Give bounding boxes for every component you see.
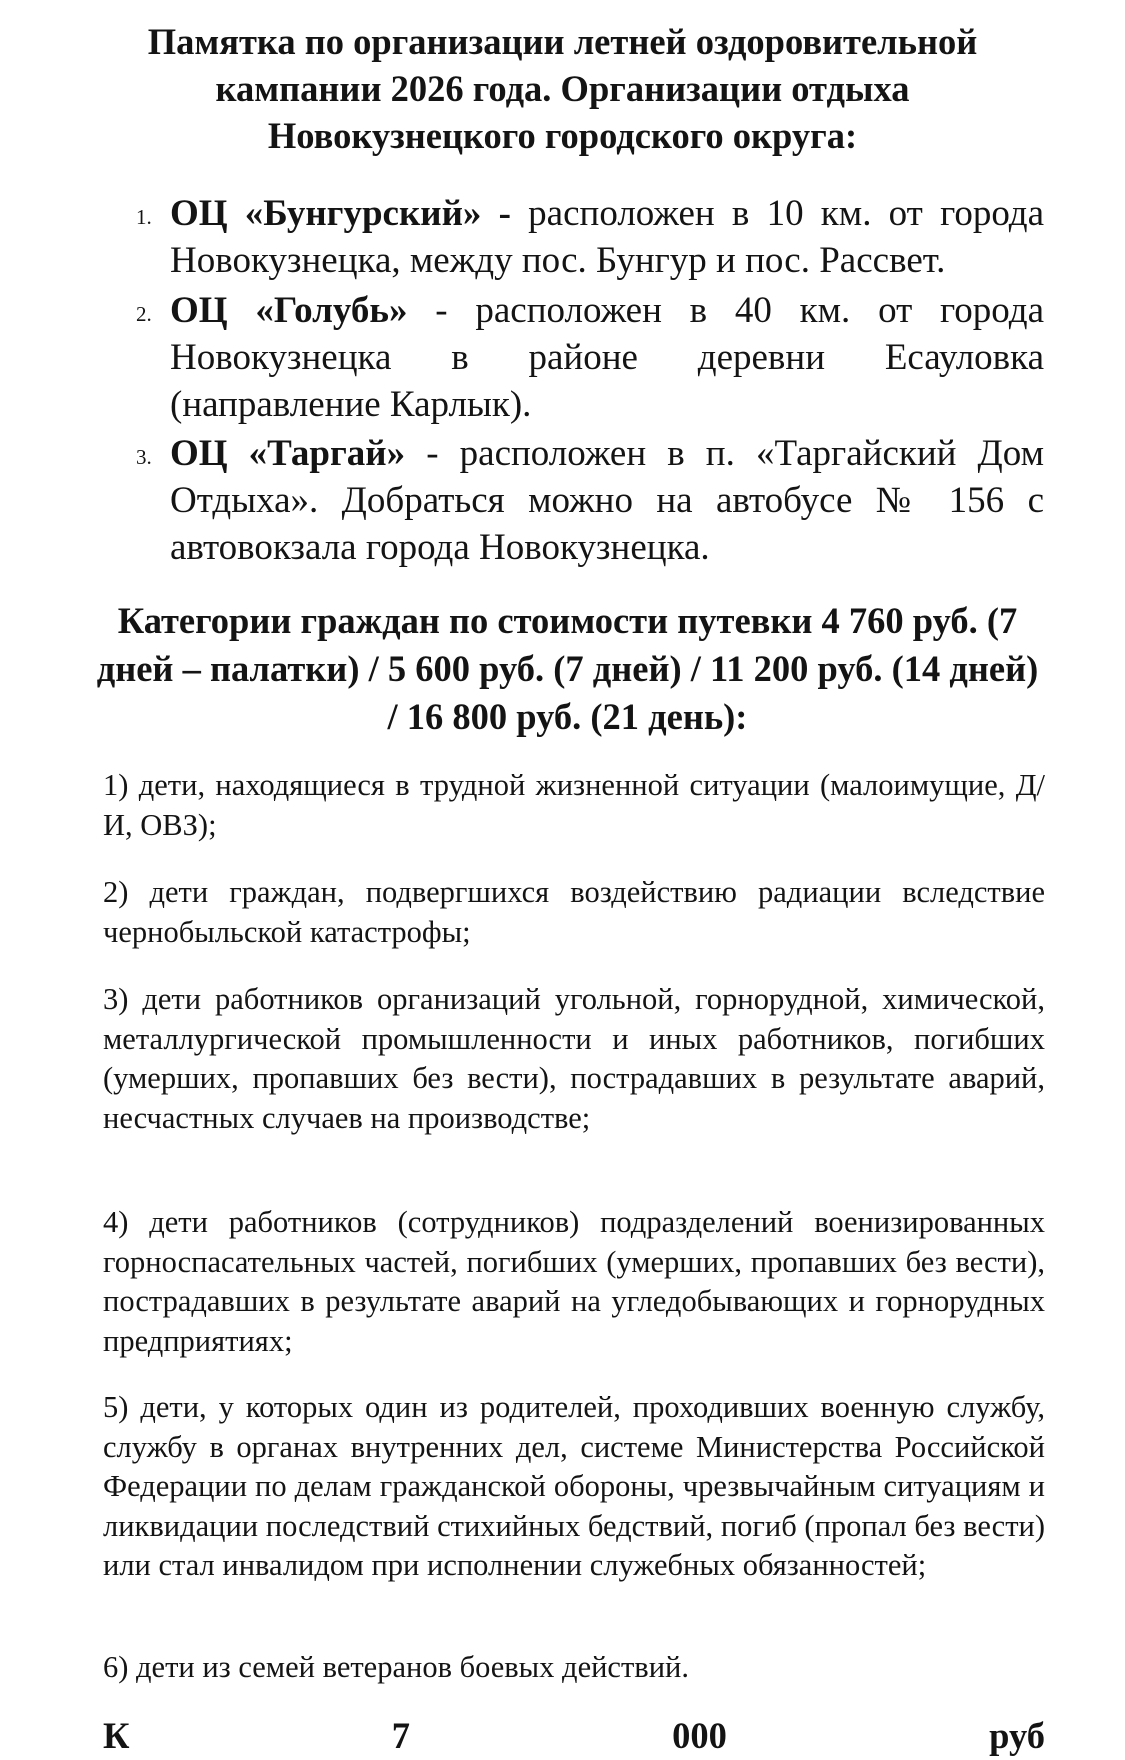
category-item: 4) дети работников (сотрудников) подразделений военизированных горноспасательных частей, погибших (умерших, пропавших без вести), пострадавших в результате аварий на угледобывающих и горнорудных предприятиях; <box>103 1205 1045 1358</box>
category-item: 5) дети, у которых один из родителей, проходивших военную службу, службу в органах внутренних дел, системе Министерства Российской Федерации по делам гражданской обороны, чрезвычайным ситуациям и ликвидации последствий стихийных бедствий, погиб (пропал без вести) или стал инвалидом при исполнении служебных обязанностей; <box>103 1390 1045 1582</box>
cutoff-heading-text: К 7 000 руб <box>103 1715 1045 1756</box>
camp-item <box>136 287 1044 428</box>
category-item: 6) дети из семей ветеранов боевых действий. <box>103 1650 689 1684</box>
camp-item <box>136 430 1045 571</box>
document-title: Памятка по организации летней оздоровительной кампании 2026 года. Организации отдыха Новокузнецкого городского округа: <box>147 21 978 156</box>
camp-item <box>136 190 1045 284</box>
camp-description: - расположен в 40 км. от города Новокузнецка в районе деревни Есауловка (направление Карлык). <box>170 290 1044 425</box>
category-item: 3) дети работников организаций угольной, горнорудной, химической, металлургической промышленности и иных работников, погибших (умерших, пропавших без вести), пострадавших в результате аварий, несчастных случаев на производстве; <box>103 982 1045 1135</box>
camp-name: ОЦ «Голубь» <box>170 290 408 331</box>
camp-number: 2. <box>136 302 152 326</box>
categories-title: Категории граждан по стоимости путевки 4 760 руб. (7 дней – палатки) / 5 600 руб. (7 дней) / 11 200 руб. (14 дней) / 16 800 руб. (21 день): <box>96 600 1039 737</box>
camp-name: ОЦ «Бунгурский» - <box>170 193 511 234</box>
cutoff-heading <box>103 1712 1045 1756</box>
category-item: 2) дети граждан, подвергшихся воздействию радиации вследствие чернобыльской катастрофы; <box>103 875 1045 949</box>
camp-description: расположен в 10 км. от города Новокузнецка, между пос. Бунгур и пос. Рассвет. <box>170 193 1045 281</box>
camp-description: - расположен в п. «Таргайский Дом Отдыха». Добраться можно на автобусе № 156 с автовокзала города Новокузнецка. <box>170 433 1045 568</box>
camp-number: 1. <box>136 205 152 229</box>
camp-number: 3. <box>136 445 152 469</box>
camp-name: ОЦ «Таргай» <box>170 433 406 474</box>
category-item: 1) дети, находящиеся в трудной жизненной ситуации (малоимущие, Д/И, ОВЗ); <box>103 768 1045 842</box>
